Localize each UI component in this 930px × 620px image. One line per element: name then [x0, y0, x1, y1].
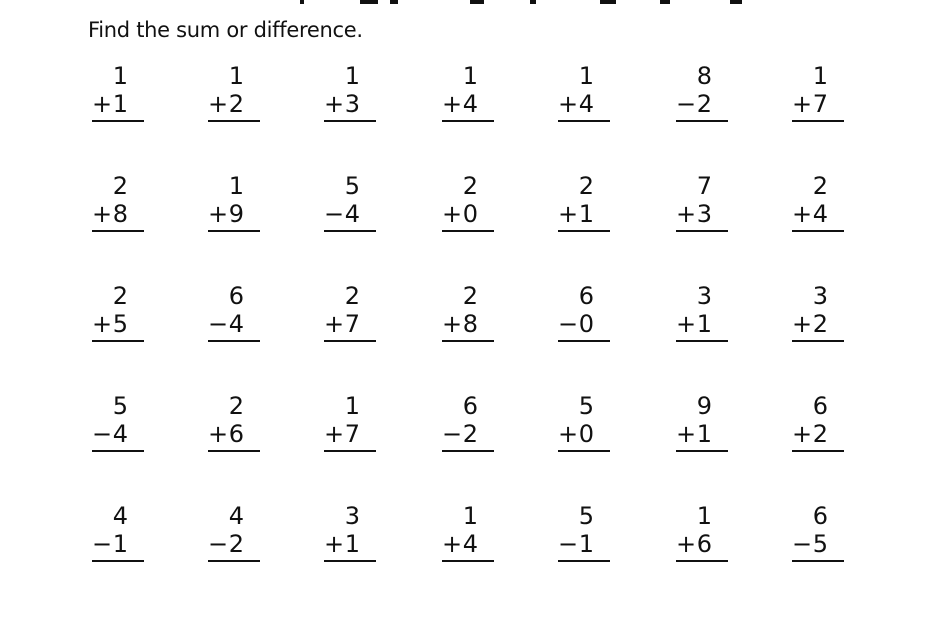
operator-sign: + [792, 90, 813, 118]
answer-line [558, 120, 610, 122]
problem-top-number: 2 [462, 282, 478, 310]
operator-sign: + [676, 310, 697, 338]
operator-sign: + [558, 420, 579, 448]
problem-top-number: 6 [228, 282, 244, 310]
problem-top-number: 6 [812, 502, 828, 530]
problem-top-number: 2 [228, 392, 244, 420]
instructions-text: Find the sum or difference. [88, 18, 363, 42]
problem-top-number: 5 [112, 392, 128, 420]
problem-top-number: 1 [228, 172, 244, 200]
answer-line [792, 560, 844, 562]
problem-top-number: 6 [462, 392, 478, 420]
answer-line [324, 230, 376, 232]
answer-line [324, 450, 376, 452]
problem-top-number: 4 [112, 502, 128, 530]
problem-top-number: 8 [696, 62, 712, 90]
operator-sign: + [92, 310, 113, 338]
operator-sign: − [324, 200, 345, 228]
operator-sign: + [442, 310, 463, 338]
problem-bottom-number: 3 [696, 200, 712, 228]
operator-sign: + [792, 200, 813, 228]
operator-sign: + [442, 200, 463, 228]
problem-top-number: 1 [344, 392, 360, 420]
problem-bottom-number: 1 [696, 420, 712, 448]
problem-bottom-number: 4 [462, 530, 478, 558]
problem-top-number: 2 [112, 172, 128, 200]
problem-bottom-number: 0 [578, 420, 594, 448]
problem-bottom-number: 6 [228, 420, 244, 448]
problem-bottom-number: 4 [578, 90, 594, 118]
operator-sign: + [92, 200, 113, 228]
problem-top-number: 6 [812, 392, 828, 420]
answer-line [208, 230, 260, 232]
problem-top-number: 5 [344, 172, 360, 200]
problem-bottom-number: 5 [812, 530, 828, 558]
problem-top-number: 2 [462, 172, 478, 200]
answer-line [792, 450, 844, 452]
problem-top-number: 6 [578, 282, 594, 310]
problem-top-number: 1 [812, 62, 828, 90]
problem-top-number: 1 [112, 62, 128, 90]
problem-bottom-number: 5 [112, 310, 128, 338]
operator-sign: + [324, 310, 345, 338]
problem-bottom-number: 8 [112, 200, 128, 228]
operator-sign: + [676, 420, 697, 448]
problem-bottom-number: 2 [228, 530, 244, 558]
problem-bottom-number: 2 [228, 90, 244, 118]
problem-top-number: 4 [228, 502, 244, 530]
answer-line [442, 230, 494, 232]
operator-sign: − [676, 90, 697, 118]
operator-sign: + [324, 420, 345, 448]
operator-sign: + [442, 530, 463, 558]
problem-bottom-number: 0 [462, 200, 478, 228]
operator-sign: − [92, 420, 113, 448]
problem-bottom-number: 2 [812, 420, 828, 448]
problem-top-number: 3 [344, 502, 360, 530]
problem-top-number: 2 [578, 172, 594, 200]
operator-sign: + [442, 90, 463, 118]
answer-line [208, 450, 260, 452]
problem-bottom-number: 4 [812, 200, 828, 228]
answer-line [442, 340, 494, 342]
operator-sign: − [792, 530, 813, 558]
problem-bottom-number: 2 [696, 90, 712, 118]
problem-bottom-number: 1 [344, 530, 360, 558]
problem-top-number: 5 [578, 502, 594, 530]
problem-bottom-number: 4 [112, 420, 128, 448]
operator-sign: − [92, 530, 113, 558]
operator-sign: + [208, 90, 229, 118]
answer-line [792, 340, 844, 342]
operator-sign: + [558, 90, 579, 118]
answer-line [324, 120, 376, 122]
operator-sign: + [208, 420, 229, 448]
problem-bottom-number: 4 [462, 90, 478, 118]
answer-line [92, 340, 144, 342]
answer-line [442, 120, 494, 122]
operator-sign: + [324, 90, 345, 118]
operator-sign: + [676, 200, 697, 228]
answer-line [792, 230, 844, 232]
problem-top-number: 1 [578, 62, 594, 90]
problem-top-number: 2 [812, 172, 828, 200]
answer-line [324, 560, 376, 562]
answer-line [208, 340, 260, 342]
answer-line [676, 230, 728, 232]
answer-line [792, 120, 844, 122]
answer-line [92, 560, 144, 562]
problem-bottom-number: 4 [228, 310, 244, 338]
problem-top-number: 1 [228, 62, 244, 90]
problem-bottom-number: 1 [112, 530, 128, 558]
operator-sign: − [208, 530, 229, 558]
problem-bottom-number: 1 [112, 90, 128, 118]
problem-top-number: 3 [696, 282, 712, 310]
problem-top-number: 5 [578, 392, 594, 420]
operator-sign: − [558, 530, 579, 558]
answer-line [208, 120, 260, 122]
problem-bottom-number: 0 [578, 310, 594, 338]
problem-bottom-number: 9 [228, 200, 244, 228]
problem-top-number: 3 [812, 282, 828, 310]
problem-bottom-number: 1 [578, 530, 594, 558]
problem-bottom-number: 8 [462, 310, 478, 338]
operator-sign: + [324, 530, 345, 558]
problem-bottom-number: 2 [812, 310, 828, 338]
answer-line [324, 340, 376, 342]
operator-sign: + [208, 200, 229, 228]
answer-line [676, 450, 728, 452]
operator-sign: + [558, 200, 579, 228]
problem-top-number: 2 [344, 282, 360, 310]
answer-line [208, 560, 260, 562]
operator-sign: + [792, 310, 813, 338]
problem-bottom-number: 6 [696, 530, 712, 558]
answer-line [442, 560, 494, 562]
problem-top-number: 7 [696, 172, 712, 200]
answer-line [92, 230, 144, 232]
operator-sign: + [792, 420, 813, 448]
operator-sign: + [92, 90, 113, 118]
operator-sign: − [558, 310, 579, 338]
problem-bottom-number: 7 [344, 420, 360, 448]
problem-bottom-number: 1 [696, 310, 712, 338]
operator-sign: − [442, 420, 463, 448]
operator-sign: − [208, 310, 229, 338]
answer-line [676, 120, 728, 122]
problem-top-number: 9 [696, 392, 712, 420]
problem-top-number: 1 [462, 62, 478, 90]
problem-top-number: 2 [112, 282, 128, 310]
answer-line [558, 450, 610, 452]
problem-top-number: 1 [344, 62, 360, 90]
answer-line [558, 230, 610, 232]
operator-sign: + [676, 530, 697, 558]
answer-line [92, 120, 144, 122]
answer-line [676, 340, 728, 342]
answer-line [442, 450, 494, 452]
problem-bottom-number: 3 [344, 90, 360, 118]
answer-line [676, 560, 728, 562]
problem-top-number: 1 [696, 502, 712, 530]
answer-line [92, 450, 144, 452]
problem-bottom-number: 7 [344, 310, 360, 338]
problem-bottom-number: 7 [812, 90, 828, 118]
problem-bottom-number: 2 [462, 420, 478, 448]
problem-bottom-number: 1 [578, 200, 594, 228]
problem-bottom-number: 4 [344, 200, 360, 228]
problem-top-number: 1 [462, 502, 478, 530]
answer-line [558, 340, 610, 342]
answer-line [558, 560, 610, 562]
